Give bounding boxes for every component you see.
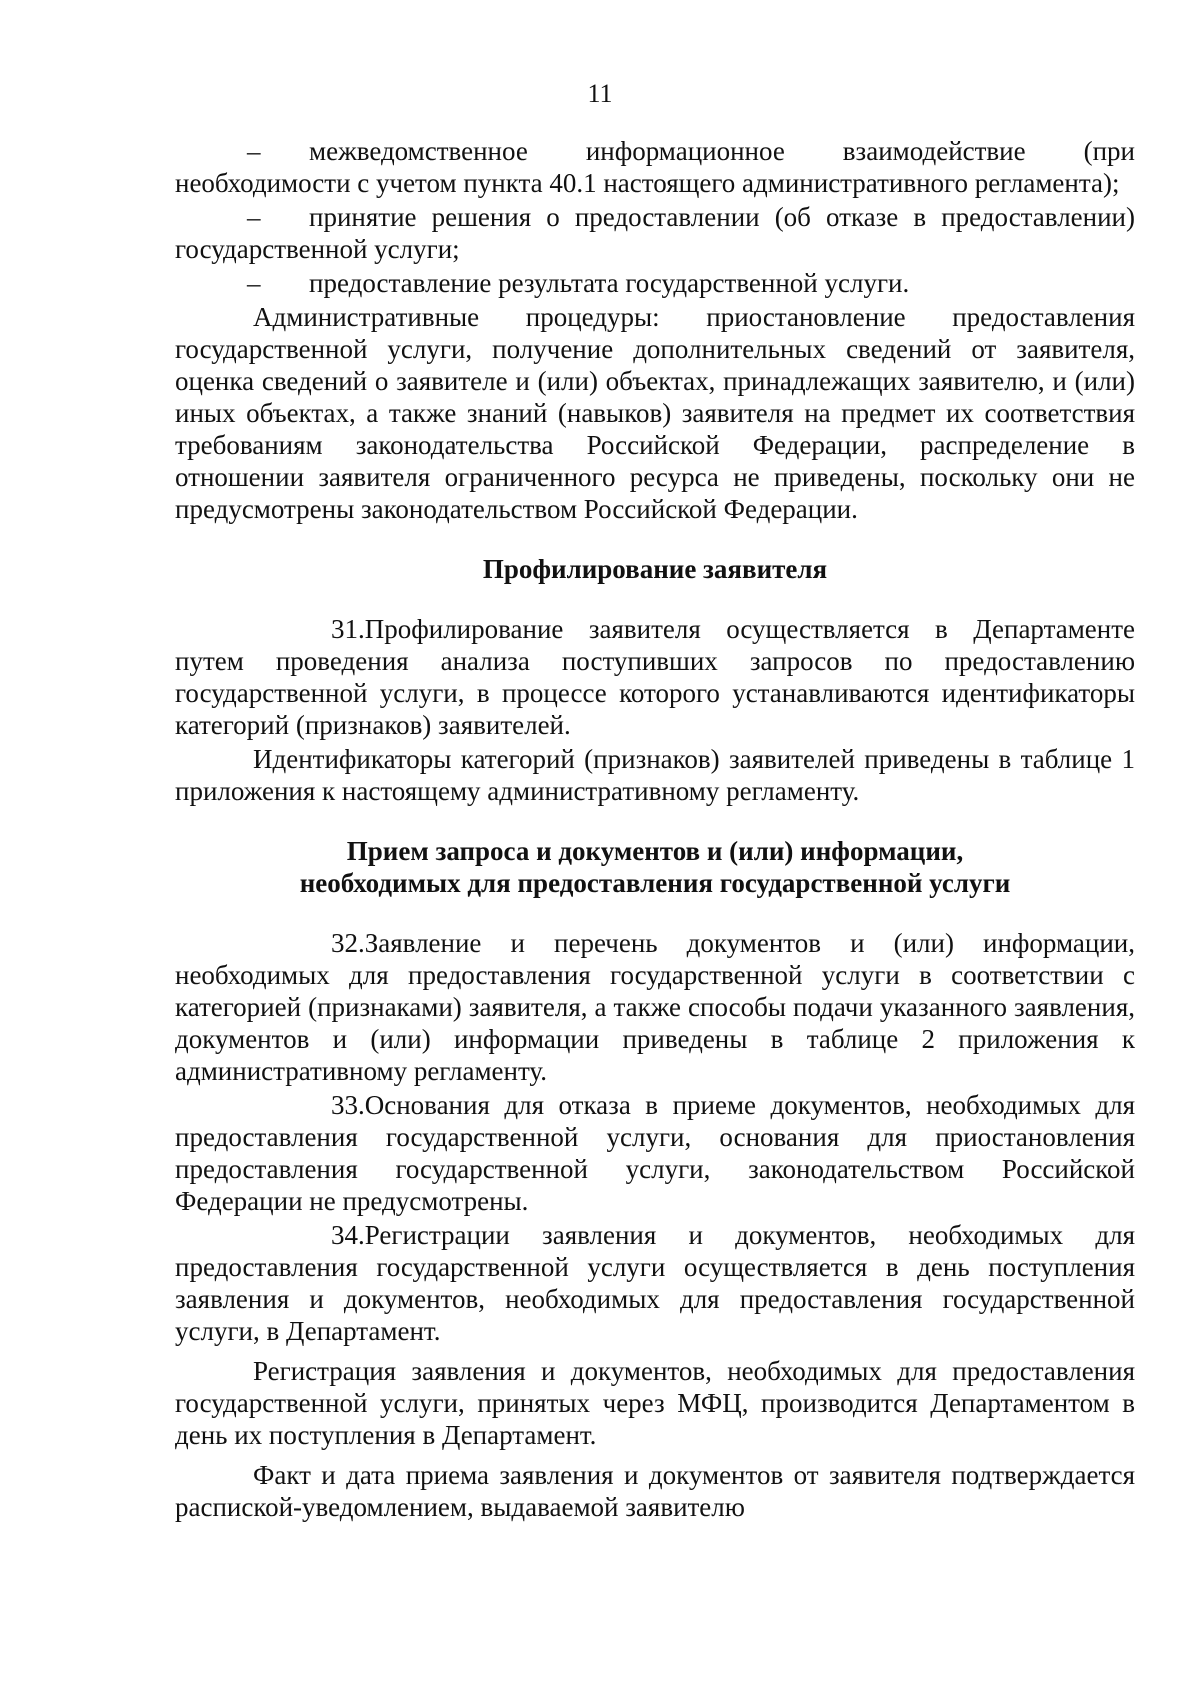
list-item-decision (175, 201, 1135, 265)
paragraph-33 (175, 1089, 1135, 1217)
document-body (175, 135, 1135, 1525)
paragraph-text: Основания для отказа в приеме документов, необходимых для предоставления государственной услуги, основания для приостановления предоставления государственной услуги, законодательством Российской Федерации не предусмотрены. (175, 1090, 1135, 1216)
list-item-result (175, 267, 1135, 299)
heading-reception-line1: Прием запроса и документов и (или) информации, (346, 836, 964, 866)
heading-profiling-text: Профилирование заявителя (482, 554, 828, 584)
paragraph-text: Регистрации заявления и документов, необходимых для предоставления государственной услуги осуществляется в день поступления заявления и документов, необходимых для предоставления государственной услуги, в Департамент. (175, 1220, 1135, 1346)
paragraph-number: 34. (331, 1220, 365, 1250)
paragraph-34 (175, 1219, 1135, 1347)
paragraph-number: 31. (331, 614, 365, 644)
paragraph-number: 32. (331, 928, 365, 958)
paragraph-34-fact: Факт и дата приема заявления и документов от заявителя подтверждается распиской-уведомлением, выдаваемой заявителю (175, 1460, 1135, 1522)
list-item-interagency (175, 135, 1135, 199)
list-dash: – (247, 136, 261, 166)
paragraph-text: Заявление и перечень документов и (или) информации, необходимых для предоставления государственной услуги в соответствии с категорией (признаками) заявителя, а также способы подачи указанного заявления, документов и (или) информации приведены в таблице 2 приложения к административному регламенту. (175, 928, 1135, 1086)
list-dash: – (247, 202, 261, 232)
heading-reception-line2: необходимых для предоставления государственной услуги (299, 868, 1011, 898)
page-number: 11 (587, 79, 613, 108)
paragraph-34-mfc: Регистрация заявления и документов, необходимых для предоставления государственной услуги, принятых через МФЦ, производится Департаментом в день их поступления в Департамент. (175, 1356, 1135, 1450)
paragraph-32 (175, 927, 1135, 1087)
heading-reception (175, 835, 1135, 899)
list-item-text: предоставление результата государственной услуги. (309, 268, 910, 298)
paragraph-31-identifiers: Идентификаторы категорий (признаков) заявителей приведены в таблице 1 приложения к настоящему административному регламенту. (175, 744, 1135, 806)
list-dash: – (247, 268, 261, 298)
list-item-text: принятие решения о предоставлении (об отказе в предоставлении) государственной услуги; (175, 202, 1135, 264)
paragraph-text: Профилирование заявителя осуществляется в Департаменте путем проведения анализа поступивших запросов по предоставлению государственной услуги, в процессе которого устанавливаются идентификаторы категорий (признаков) заявителей. (175, 614, 1135, 740)
paragraph-number: 33. (331, 1090, 365, 1120)
list-item-text: межведомственное информационное взаимодействие (при необходимости с учетом пункта 40.1 настоящего административного регламента); (175, 136, 1135, 198)
admin-procedures-paragraph: Административные процедуры: приостановление предоставления государственной услуги, получение дополнительных сведений от заявителя, оценка сведений о заявителе и (или) объектах, принадлежащих заявителю, и (или) иных объектах, а также знаний (навыков) заявителя на предмет их соответствия требованиям законодательства Российской Федерации, распределение в отношении заявителя ограниченного ресурса не приведены, поскольку они не предусмотрены законодательством Российской Федерации. (175, 302, 1135, 524)
heading-profiling (175, 553, 1135, 585)
paragraph-31 (175, 613, 1135, 741)
